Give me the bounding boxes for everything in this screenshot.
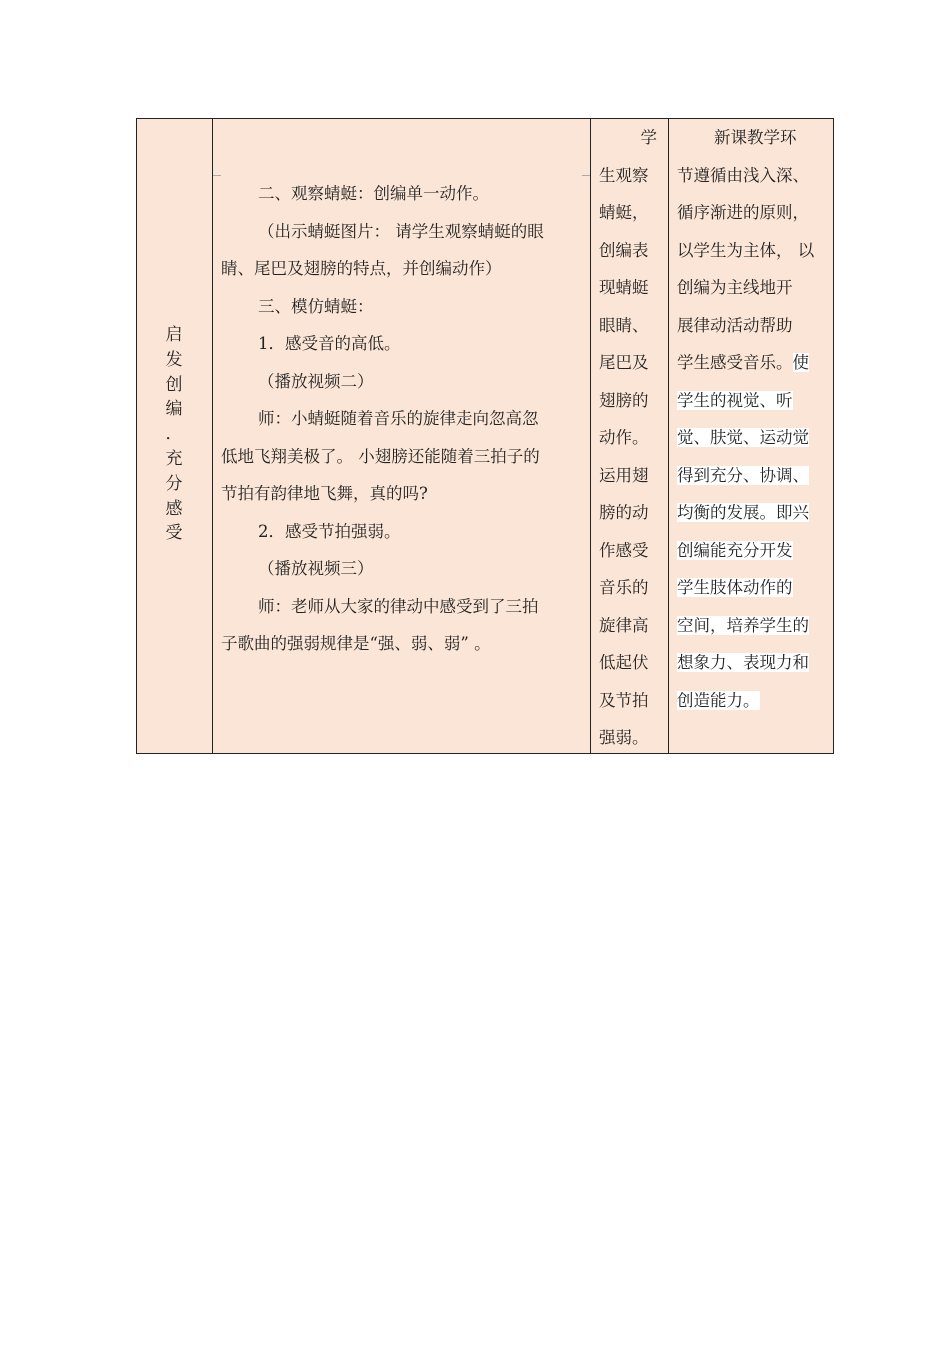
stage-char: 编 — [165, 399, 183, 420]
divider-mark — [582, 175, 590, 176]
process-line: 节拍有韵律地飞舞，真的吗? — [221, 484, 428, 503]
design-line: 展律动活动帮助 — [677, 315, 793, 335]
teaching-process-text — [221, 175, 583, 663]
student-line: 低起伏 — [599, 653, 649, 672]
student-line: 运用翅 — [599, 465, 649, 485]
design-line — [677, 682, 829, 720]
student-line: 强弱。 — [599, 728, 649, 747]
highlighted-text: 学生肢体动作的 — [677, 578, 793, 597]
design-line — [677, 532, 829, 570]
student-line: 眼睛、 — [599, 315, 649, 335]
stage-char: ． — [165, 424, 183, 445]
student-line: 动作。 — [599, 428, 649, 447]
design-line — [677, 382, 829, 420]
design-line: 循序渐进的原则， — [677, 203, 809, 222]
student-activity-text — [599, 119, 663, 757]
design-line: 以学生为主体， 以 — [677, 240, 815, 260]
design-line — [677, 457, 829, 495]
process-line: 2．感受节拍强弱。 — [258, 521, 401, 541]
student-activity-column — [591, 119, 669, 753]
process-line: （播放视频二） — [258, 371, 374, 391]
student-line: 翅膀的 — [599, 390, 649, 410]
highlighted-text: 创编能充分开发 — [677, 540, 793, 560]
process-line: 师：老师从大家的律动中感受到了三拍 — [258, 596, 539, 616]
stage-char: 感 — [165, 498, 183, 519]
stage-char: 发 — [165, 349, 183, 370]
lesson-table — [136, 118, 834, 754]
process-line: 低地飞翔美极了。 小翅膀还能随着三拍子的 — [221, 446, 540, 466]
student-line: 生观察 — [599, 165, 649, 185]
process-line: 子歌曲的强弱规律是“强、弱、弱” 。 — [221, 634, 491, 653]
design-intent-column — [669, 119, 833, 753]
design-line — [677, 419, 829, 457]
stage-char: 创 — [165, 374, 183, 395]
student-line: 及节拍 — [599, 690, 649, 710]
stage-char: 受 — [165, 523, 183, 544]
highlighted-text: 空间，培养学生的 — [677, 615, 809, 635]
highlighted-text: 觉、肤觉、运动觉 — [677, 428, 809, 447]
highlighted-text: 得到充分、协调、 — [677, 465, 809, 485]
student-line: 蜻蜓， — [599, 203, 649, 222]
design-line — [677, 344, 829, 382]
design-line: 节遵循由浅入深、 — [677, 165, 809, 185]
student-line: 尾巴及 — [599, 353, 649, 372]
design-intent-text — [677, 119, 829, 719]
process-line: 三、模仿蜻蜓： — [258, 296, 374, 316]
highlighted-text: 使 — [792, 353, 809, 372]
teaching-process-column — [213, 119, 591, 753]
divider-mark — [213, 175, 221, 176]
highlighted-text: 均衡的发展。即兴 — [677, 503, 809, 522]
student-line: 膀的动 — [599, 503, 649, 522]
student-line: 旋律高 — [599, 615, 649, 635]
design-line — [677, 494, 829, 532]
process-line: 二、观察蜻蜓：创编单一动作。 — [258, 184, 489, 203]
student-line: 学 — [640, 128, 657, 147]
design-line-part: 学生感受音乐。 — [677, 353, 793, 372]
design-line: 新课教学环 — [714, 128, 797, 147]
stage-title — [137, 323, 211, 546]
design-line: 创编为主线地开 — [677, 278, 793, 297]
stage-char: 启 — [165, 325, 183, 345]
stage-char: 充 — [165, 448, 183, 469]
student-line: 音乐的 — [599, 578, 649, 597]
student-line: 现蜻蜓 — [599, 278, 649, 297]
stage-column — [137, 119, 213, 753]
stage-char: 分 — [165, 473, 183, 494]
highlighted-text: 想象力、表现力和 — [677, 653, 809, 672]
process-line: 睛、尾巴及翅膀的特点，并创编动作） — [221, 259, 502, 278]
highlighted-text: 学生的视觉、听 — [677, 390, 793, 410]
process-line: 1．感受音的高低。 — [258, 334, 401, 353]
design-line — [677, 644, 829, 682]
process-line: （播放视频三） — [258, 559, 374, 578]
design-line — [677, 607, 829, 645]
design-line — [677, 569, 829, 607]
student-line: 作感受 — [599, 540, 649, 560]
highlighted-text: 创造能力。 — [677, 690, 760, 710]
process-line: （出示蜻蜓图片： 请学生观察蜻蜓的眼 — [258, 221, 544, 241]
process-line: 师：小蜻蜓随着音乐的旋律走向忽高忽 — [258, 409, 539, 428]
student-line: 创编表 — [599, 240, 649, 260]
